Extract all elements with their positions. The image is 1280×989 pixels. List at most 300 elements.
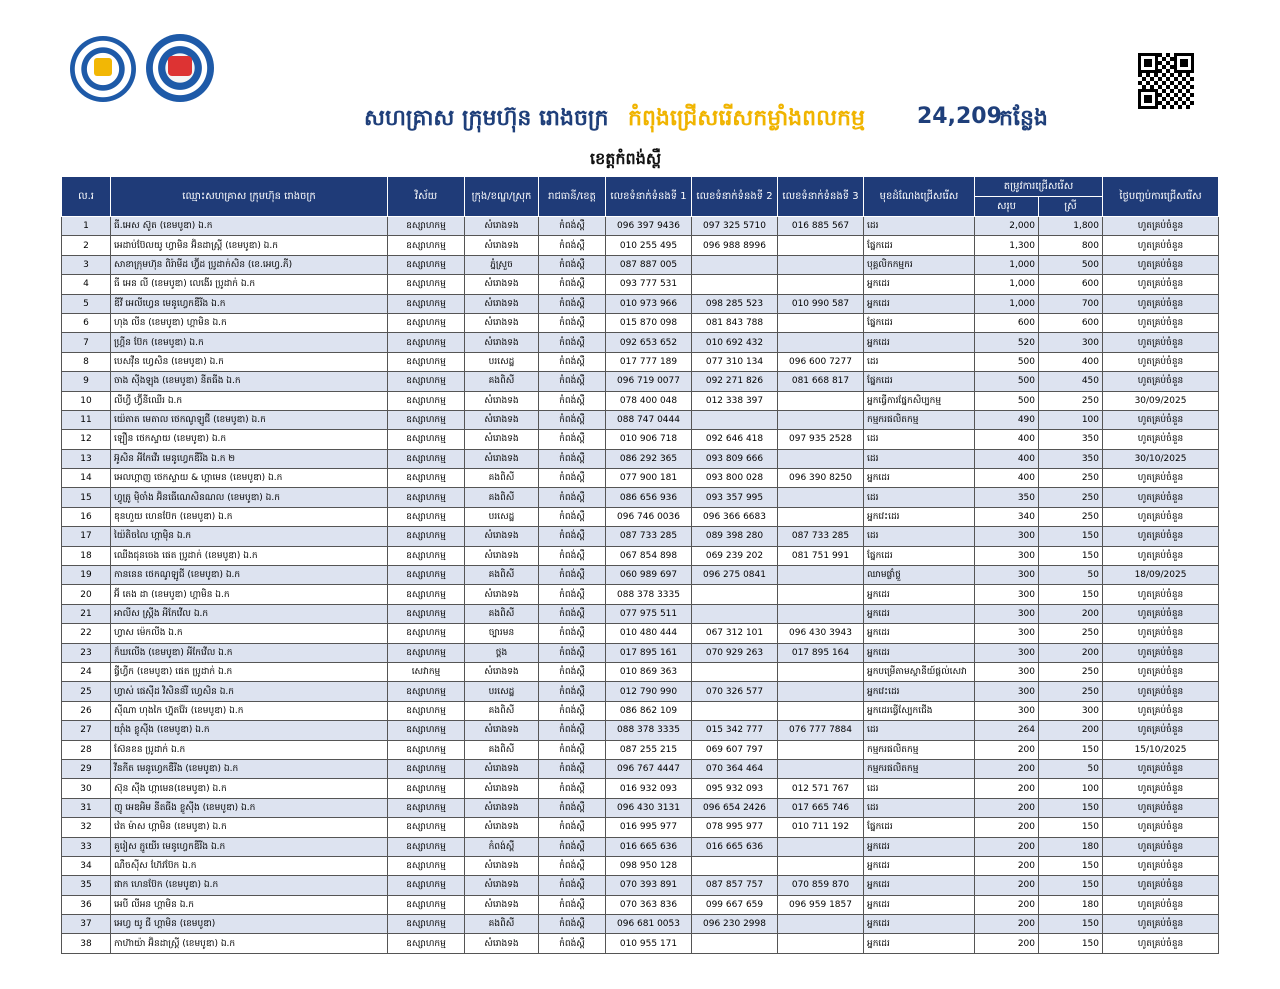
cell-phone2: 099 667 659 xyxy=(692,895,778,914)
cell-total: 520 xyxy=(975,333,1039,352)
cell-district: គងពិសី xyxy=(465,566,539,585)
cell-phone1: 088 747 0444 xyxy=(606,410,692,429)
cell-no: 14 xyxy=(62,469,111,488)
cell-female: 600 xyxy=(1039,313,1103,332)
cell-position: ដេរ xyxy=(864,779,975,798)
cell-district: សំរោងទង xyxy=(465,759,539,778)
table-row xyxy=(62,624,1219,643)
cell-phone3: 096 959 1857 xyxy=(778,895,864,914)
cell-sector: ឧស្សាហកម្ម xyxy=(388,236,465,255)
cell-deadline: ហូតគ្រប់ចំនួន xyxy=(1103,294,1219,313)
cell-no: 1 xyxy=(62,217,111,236)
cell-deadline: ហូតគ្រប់ចំនួន xyxy=(1103,818,1219,837)
cell-province: កំពង់ស្ពឺ xyxy=(539,604,606,623)
cell-district: សំរោងទង xyxy=(465,333,539,352)
cell-phone3 xyxy=(778,275,864,294)
cell-province: កំពង់ស្ពឺ xyxy=(539,372,606,391)
cell-sector: ឧស្សាហកម្ម xyxy=(388,527,465,546)
cell-no: 5 xyxy=(62,294,111,313)
cell-sector: ឧស្សាហកម្ម xyxy=(388,275,465,294)
cell-phone3: 081 668 817 xyxy=(778,372,864,391)
cell-no: 16 xyxy=(62,507,111,526)
cell-name: កាហ៊ាយ៉ា អ៊ិនដាស្ត្រី (ខេមបូឌា) ឯ.ក xyxy=(111,934,388,953)
cell-district: សំរោងទង xyxy=(465,449,539,468)
cell-province: កំពង់ស្ពឺ xyxy=(539,546,606,565)
cell-deadline: ហូតគ្រប់ចំនួន xyxy=(1103,721,1219,740)
cell-sector: ឧស្សាហកម្ម xyxy=(388,837,465,856)
cell-deadline: ហូតគ្រប់ចំនួន xyxy=(1103,837,1219,856)
cell-name: ស៊ុន ស៊ីង ហ្គាមេន(ខេមបូឌា) ឯ.ក xyxy=(111,779,388,798)
table-row xyxy=(62,469,1219,488)
cell-deadline: ហូតគ្រប់ចំនួន xyxy=(1103,643,1219,662)
cell-female: 600 xyxy=(1039,275,1103,294)
cell-name: ឌីវី អេលីហ្វេន មេនូហ្វេកឌឺរីង ឯ.ក xyxy=(111,294,388,313)
cell-deadline: ហូតគ្រប់ចំនួន xyxy=(1103,682,1219,701)
cell-name: ស៊ីណា ហុងកៃ ហ្វ៊ុតវ៉ែរ (ខេមបូឌា) ឯ.ក xyxy=(111,701,388,720)
cell-district: ថ្ពង xyxy=(465,643,539,662)
cell-phone1: 087 887 005 xyxy=(606,255,692,274)
cell-phone1: 060 989 697 xyxy=(606,566,692,585)
cell-deadline: ហូតគ្រប់ចំនួន xyxy=(1103,701,1219,720)
cell-district: ភ្នំស្រួច xyxy=(465,255,539,274)
cell-total: 300 xyxy=(975,701,1039,720)
cell-phone2: 069 607 797 xyxy=(692,740,778,759)
cell-phone2 xyxy=(692,934,778,953)
cell-total: 264 xyxy=(975,721,1039,740)
cell-total: 500 xyxy=(975,372,1039,391)
table-row xyxy=(62,798,1219,817)
table-row xyxy=(62,372,1219,391)
cell-phone3 xyxy=(778,585,864,604)
table-row xyxy=(62,895,1219,914)
cell-phone1: 086 862 109 xyxy=(606,701,692,720)
cell-province: កំពង់ស្ពឺ xyxy=(539,740,606,759)
cell-province: កំពង់ស្ពឺ xyxy=(539,352,606,371)
cell-phone2: 093 357 995 xyxy=(692,488,778,507)
cell-position: អ្នកដេរ xyxy=(864,585,975,604)
col-name: ឈ្មោះសហគ្រាស ក្រុមហ៊ុន រោងចក្រ xyxy=(111,177,388,217)
cell-sector: ឧស្សាហកម្ម xyxy=(388,391,465,410)
col-female: ស្រី xyxy=(1039,197,1103,217)
cell-phone2: 067 312 101 xyxy=(692,624,778,643)
cell-phone1: 096 430 3131 xyxy=(606,798,692,817)
cell-name: គួរៀស ភ្ជូយើរ មេនូហ្វេកឌឺរីង ឯ.ក xyxy=(111,837,388,856)
cell-female: 1,800 xyxy=(1039,217,1103,236)
cell-province: កំពង់ស្ពឺ xyxy=(539,818,606,837)
cell-sector: ឧស្សាហកម្ម xyxy=(388,643,465,662)
cell-deadline: ហូតគ្រប់ចំនួន xyxy=(1103,333,1219,352)
cell-district: សំរោងទង xyxy=(465,410,539,429)
cell-no: 6 xyxy=(62,313,111,332)
cell-female: 250 xyxy=(1039,624,1103,643)
cell-province: កំពង់ស្ពឺ xyxy=(539,721,606,740)
cell-province: កំពង់ស្ពឺ xyxy=(539,217,606,236)
cell-sector: ឧស្សាហកម្ម xyxy=(388,333,465,352)
cell-no: 19 xyxy=(62,566,111,585)
cell-position: អ្នកដេរ xyxy=(864,643,975,662)
table-row xyxy=(62,876,1219,895)
cell-phone3: 096 430 3943 xyxy=(778,624,864,643)
cell-female: 200 xyxy=(1039,604,1103,623)
cell-phone3 xyxy=(778,604,864,623)
cell-female: 200 xyxy=(1039,721,1103,740)
cell-no: 32 xyxy=(62,818,111,837)
cell-no: 23 xyxy=(62,643,111,662)
cell-female: 180 xyxy=(1039,837,1103,856)
cell-female: 150 xyxy=(1039,546,1103,565)
cell-phone2: 070 364 464 xyxy=(692,759,778,778)
cell-phone1: 012 790 990 xyxy=(606,682,692,701)
cell-position: អ្នកដេរ xyxy=(864,837,975,856)
cell-female: 150 xyxy=(1039,740,1103,759)
cell-phone3 xyxy=(778,759,864,778)
cell-female: 250 xyxy=(1039,391,1103,410)
cell-female: 400 xyxy=(1039,352,1103,371)
cell-female: 150 xyxy=(1039,585,1103,604)
cell-phone2 xyxy=(692,255,778,274)
cell-name: ឈើងជុនចេង ផេត ប្រូដាក់ (ខេមបូឌា) ឯ.ក xyxy=(111,546,388,565)
cell-phone2 xyxy=(692,662,778,681)
cell-phone3 xyxy=(778,682,864,701)
table-row xyxy=(62,255,1219,274)
cell-deadline: ហូតគ្រប់ចំនួន xyxy=(1103,662,1219,681)
cell-district: សំរោងទង xyxy=(465,275,539,294)
cell-sector: ឧស្សាហកម្ម xyxy=(388,372,465,391)
cell-sector: ឧស្សាហកម្ម xyxy=(388,488,465,507)
cell-name: អេបី លីអន ហ្គាមិន ឯ.ក xyxy=(111,895,388,914)
cell-total: 200 xyxy=(975,856,1039,875)
cell-no: 27 xyxy=(62,721,111,740)
cell-deadline: ហូតគ្រប់ចំនួន xyxy=(1103,255,1219,274)
cell-position: ឈាមផ្លាំថ្លួ xyxy=(864,566,975,585)
cell-position: ដេរ xyxy=(864,488,975,507)
cell-phone3 xyxy=(778,236,864,255)
title-count: 24,209 xyxy=(917,104,1002,129)
cell-total: 1,300 xyxy=(975,236,1039,255)
cell-deadline: ហូតគ្រប់ចំនួន xyxy=(1103,856,1219,875)
cell-deadline: ហូតគ្រប់ចំនួន xyxy=(1103,895,1219,914)
cell-phone3 xyxy=(778,856,864,875)
table-row xyxy=(62,701,1219,720)
cell-total: 300 xyxy=(975,682,1039,701)
cell-no: 22 xyxy=(62,624,111,643)
cell-phone2: 016 665 636 xyxy=(692,837,778,856)
cell-district: គងពិសី xyxy=(465,740,539,759)
cell-deadline: ហូតគ្រប់ចំនួន xyxy=(1103,410,1219,429)
table-row xyxy=(62,546,1219,565)
cell-deadline: ហូតគ្រប់ចំនួន xyxy=(1103,779,1219,798)
cell-deadline: ហូតគ្រប់ចំនួន xyxy=(1103,469,1219,488)
cell-position: ផ្នែកដេរ xyxy=(864,313,975,332)
cell-deadline: ហូតគ្រប់ចំនួន xyxy=(1103,798,1219,817)
cell-female: 700 xyxy=(1039,294,1103,313)
cell-district: គងពិសី xyxy=(465,488,539,507)
qr-code[interactable] xyxy=(1138,53,1194,109)
cell-total: 300 xyxy=(975,566,1039,585)
cell-name: បេសវ៉ីន ហ្វេសិន (ខេមបូឌា) ឯ.ក xyxy=(111,352,388,371)
cell-total: 2,000 xyxy=(975,217,1039,236)
cell-phone2: 096 275 0841 xyxy=(692,566,778,585)
cell-total: 500 xyxy=(975,352,1039,371)
cell-sector: ឧស្សាហកម្ម xyxy=(388,856,465,875)
cell-female: 450 xyxy=(1039,372,1103,391)
table-body xyxy=(62,217,1219,954)
cell-phone1: 010 906 718 xyxy=(606,430,692,449)
title-recruiting: កំពុងជ្រើសរើសកម្លាំងពលកម្ម xyxy=(628,106,865,131)
cell-position: ដេរ xyxy=(864,721,975,740)
table-row xyxy=(62,662,1219,681)
cell-phone1: 070 363 836 xyxy=(606,895,692,914)
cell-female: 150 xyxy=(1039,876,1103,895)
cell-no: 8 xyxy=(62,352,111,371)
cell-no: 34 xyxy=(62,856,111,875)
cell-province: កំពង់ស្ពឺ xyxy=(539,779,606,798)
cell-sector: ឧស្សាហកម្ម xyxy=(388,507,465,526)
cell-female: 250 xyxy=(1039,662,1103,681)
cell-phone3: 076 777 7884 xyxy=(778,721,864,740)
cell-total: 300 xyxy=(975,585,1039,604)
cell-position: អ្នកដេរ xyxy=(864,294,975,313)
cell-total: 200 xyxy=(975,934,1039,953)
cell-phone1: 017 777 189 xyxy=(606,352,692,371)
cell-district: សំរោងទង xyxy=(465,721,539,740)
cell-position: ដេរ xyxy=(864,217,975,236)
cell-total: 200 xyxy=(975,798,1039,817)
table-row xyxy=(62,217,1219,236)
cell-total: 300 xyxy=(975,643,1039,662)
cell-deadline: ហូតគ្រប់ចំនួន xyxy=(1103,915,1219,934)
cell-district: សំរោងទង xyxy=(465,798,539,817)
cell-phone3: 096 390 8250 xyxy=(778,469,864,488)
cell-female: 50 xyxy=(1039,566,1103,585)
cell-sector: ឧស្សាហកម្ម xyxy=(388,701,465,720)
cell-phone1: 096 767 4447 xyxy=(606,759,692,778)
cell-position: អ្នកដេរ xyxy=(864,333,975,352)
cell-phone3: 012 571 767 xyxy=(778,779,864,798)
cell-phone3 xyxy=(778,255,864,274)
cell-name: ឌុនហួយ ហេនប៊ែក (ខេមបូឌា) ឯ.ក xyxy=(111,507,388,526)
cell-province: កំពង់ស្ពឺ xyxy=(539,391,606,410)
cell-sector: ឧស្សាហកម្ម xyxy=(388,624,465,643)
cell-province: កំពង់ស្ពឺ xyxy=(539,294,606,313)
cell-total: 200 xyxy=(975,740,1039,759)
cell-no: 31 xyxy=(62,798,111,817)
cell-district: សំរោងទង xyxy=(465,217,539,236)
table-row xyxy=(62,352,1219,371)
col-phone1: លេខទំនាក់ទំនងទី 1 xyxy=(606,177,692,217)
cell-phone3: 087 733 285 xyxy=(778,527,864,546)
cell-district: សំរោងទង xyxy=(465,236,539,255)
cell-female: 150 xyxy=(1039,915,1103,934)
cell-phone1: 087 733 285 xyxy=(606,527,692,546)
cell-phone1: 078 400 048 xyxy=(606,391,692,410)
cell-phone3 xyxy=(778,662,864,681)
cell-district: សំរោងទង xyxy=(465,546,539,565)
table-row xyxy=(62,430,1219,449)
cell-district: សំរោងទង xyxy=(465,779,539,798)
cell-position: ផ្នែកដេរ xyxy=(864,546,975,565)
cell-phone1: 096 746 0036 xyxy=(606,507,692,526)
cell-phone3 xyxy=(778,915,864,934)
cell-province: កំពង់ស្ពឺ xyxy=(539,527,606,546)
col-province: រាជធានី/ខេត្ត xyxy=(539,177,606,217)
cell-phone1: 070 393 891 xyxy=(606,876,692,895)
cell-name: ហ្វាស ម៉េកលីង ឯ.ក xyxy=(111,624,388,643)
cell-phone2: 092 646 418 xyxy=(692,430,778,449)
cell-position: អ្នកធ្វើការផ្នែកសិប្បកម្ម xyxy=(864,391,975,410)
cell-phone1: 067 854 898 xyxy=(606,546,692,565)
cell-position: ដេរ xyxy=(864,352,975,371)
cell-district: សំរោងទង xyxy=(465,391,539,410)
cell-province: កំពង់ស្ពឺ xyxy=(539,837,606,856)
cell-province: កំពង់ស្ពឺ xyxy=(539,507,606,526)
cell-deadline: ហូតគ្រប់ចំនួន xyxy=(1103,275,1219,294)
cell-total: 1,000 xyxy=(975,275,1039,294)
cell-phone2: 089 398 280 xyxy=(692,527,778,546)
cell-no: 21 xyxy=(62,604,111,623)
cell-sector: ឧស្សាហកម្ម xyxy=(388,915,465,934)
cell-female: 350 xyxy=(1039,430,1103,449)
cell-deadline: ហូតគ្រប់ចំនួន xyxy=(1103,876,1219,895)
cell-total: 200 xyxy=(975,759,1039,778)
cell-district: បរសេដ្ឋ xyxy=(465,352,539,371)
cell-phone2 xyxy=(692,856,778,875)
cell-phone1: 016 995 977 xyxy=(606,818,692,837)
cell-deadline: ហូតគ្រប់ចំនួន xyxy=(1103,585,1219,604)
table-row xyxy=(62,585,1219,604)
cell-phone3 xyxy=(778,488,864,507)
cell-name: ចាង ស៊ីងឡុង (ខេមបូឌា) នីតធីង ឯ.ក xyxy=(111,372,388,391)
cell-province: កំពង់ស្ពឺ xyxy=(539,643,606,662)
cell-province: កំពង់ស្ពឺ xyxy=(539,566,606,585)
cell-province: កំពង់ស្ពឺ xyxy=(539,798,606,817)
cell-name: យ៉ាំង ខ្លូស៊ីង (ខេមបូឌា) ឯ.ក xyxy=(111,721,388,740)
province-subtitle: ខេត្តកំពង់ស្ពឺ xyxy=(590,149,662,168)
cell-female: 150 xyxy=(1039,856,1103,875)
cell-phone2: 012 338 397 xyxy=(692,391,778,410)
cell-district: គងពិសី xyxy=(465,469,539,488)
cell-total: 1,000 xyxy=(975,255,1039,274)
cell-phone1: 087 255 215 xyxy=(606,740,692,759)
cell-name: អ៊ូសិន អីកែវើរ មេនូហ្វេកឌឺរីង ឯ.ក ២ xyxy=(111,449,388,468)
cell-no: 4 xyxy=(62,275,111,294)
table-row xyxy=(62,740,1219,759)
cell-sector: ឧស្សាហកម្ម xyxy=(388,449,465,468)
cell-name: ផ្វីហ្វីក (ខេមបូឌា) ផេត ប្រូដាក់ ឯ.ក xyxy=(111,662,388,681)
table-row xyxy=(62,837,1219,856)
cell-sector: ឧស្សាហកម្ម xyxy=(388,566,465,585)
cell-phone2: 070 326 577 xyxy=(692,682,778,701)
cell-phone2 xyxy=(692,701,778,720)
cell-phone2: 015 342 777 xyxy=(692,721,778,740)
col-district: ក្រុង/ខណ្ឌ/ស្រុក xyxy=(465,177,539,217)
cell-no: 35 xyxy=(62,876,111,895)
cell-total: 400 xyxy=(975,449,1039,468)
cell-female: 350 xyxy=(1039,449,1103,468)
cell-deadline: 18/09/2025 xyxy=(1103,566,1219,585)
table-row xyxy=(62,275,1219,294)
table-row xyxy=(62,449,1219,468)
cell-female: 300 xyxy=(1039,701,1103,720)
col-phone3: លេខទំនាក់ទំនងទី 3 xyxy=(778,177,864,217)
table-row xyxy=(62,333,1219,352)
cell-no: 9 xyxy=(62,372,111,391)
cell-phone3: 017 895 164 xyxy=(778,643,864,662)
cell-deadline: ហូតគ្រប់ចំនួន xyxy=(1103,236,1219,255)
cell-name: ឡឿន ថេកស្ទាយ (ខេមបូឌា) ឯ.ក xyxy=(111,430,388,449)
cell-sector: សេវាកម្ម xyxy=(388,662,465,681)
cell-district: គងពិសី xyxy=(465,915,539,934)
cell-sector: ឧស្សាហកម្ម xyxy=(388,546,465,565)
cell-phone2: 097 325 5710 xyxy=(692,217,778,236)
col-phone2: លេខទំនាក់ទំនងទី 2 xyxy=(692,177,778,217)
cell-position: ដេរ xyxy=(864,430,975,449)
cell-position: ផ្នែកដេរ xyxy=(864,372,975,391)
cell-name: លីហ្វី ហ្វ៊ីនីឈើរ ឯ.ក xyxy=(111,391,388,410)
cell-phone3 xyxy=(778,934,864,953)
cell-no: 15 xyxy=(62,488,111,507)
cell-total: 600 xyxy=(975,313,1039,332)
cell-female: 250 xyxy=(1039,469,1103,488)
cell-total: 400 xyxy=(975,430,1039,449)
cell-no: 10 xyxy=(62,391,111,410)
cell-province: កំពង់ស្ពឺ xyxy=(539,895,606,914)
cell-deadline: 30/10/2025 xyxy=(1103,449,1219,468)
table-row xyxy=(62,527,1219,546)
cell-deadline: ហូតគ្រប់ចំនួន xyxy=(1103,934,1219,953)
cell-phone1: 088 378 3335 xyxy=(606,721,692,740)
cell-district: សំរោងទង xyxy=(465,585,539,604)
cell-total: 200 xyxy=(975,818,1039,837)
cell-phone1: 096 681 0053 xyxy=(606,915,692,934)
cell-name: ហ្វាស់ ផេស៊ីដ វិសិនន័រី ហ្វេសិន ឯ.ក xyxy=(111,682,388,701)
cell-name: អាលីស ស្ត្រីង អីកែវើល ឯ.ក xyxy=(111,604,388,623)
cell-no: 30 xyxy=(62,779,111,798)
cell-phone3: 016 885 567 xyxy=(778,217,864,236)
table-row xyxy=(62,604,1219,623)
cell-name: ផាក ហេនប៊ែក (ខេមបូឌា) ឯ.ក xyxy=(111,876,388,895)
cell-total: 1,000 xyxy=(975,294,1039,313)
cell-no: 13 xyxy=(62,449,111,468)
cell-phone1: 096 397 9436 xyxy=(606,217,692,236)
table-row xyxy=(62,566,1219,585)
cell-position: អ្នកវេះដេរ xyxy=(864,682,975,701)
cell-female: 250 xyxy=(1039,507,1103,526)
table-header xyxy=(62,177,1219,217)
cell-position: កម្មករផលិតកម្ម xyxy=(864,410,975,429)
cell-deadline: 15/10/2025 xyxy=(1103,740,1219,759)
table-row xyxy=(62,507,1219,526)
cell-name: អេដាប់ប៊ែលយូ ហ្វាមិន អ៊ិនដាស្ត្រី (ខេមបូឌា) ឯ.ក xyxy=(111,236,388,255)
cell-name: យ៉េតាត មេតាល ថេកណូឡូជី (ខេមបូឌា) ឯ.ក xyxy=(111,410,388,429)
cell-sector: ឧស្សាហកម្ម xyxy=(388,721,465,740)
cell-district: សំរោងទង xyxy=(465,895,539,914)
job-vacancy-table xyxy=(61,176,1219,954)
cell-name: កាននេន ថេកណូឡូជី (ខេមបូឌា) ឯ.ក xyxy=(111,566,388,585)
cell-phone2: 098 285 523 xyxy=(692,294,778,313)
cell-no: 12 xyxy=(62,430,111,449)
cell-female: 800 xyxy=(1039,236,1103,255)
cell-phone2 xyxy=(692,275,778,294)
cell-female: 150 xyxy=(1039,934,1103,953)
cell-phone3 xyxy=(778,391,864,410)
cell-phone2: 095 932 093 xyxy=(692,779,778,798)
cell-district: សំរោងទង xyxy=(465,856,539,875)
cell-deadline: ហូតគ្រប់ចំនួន xyxy=(1103,507,1219,526)
cell-sector: ឧស្សាហកម្ម xyxy=(388,294,465,313)
cell-district: សំរោងទង xyxy=(465,294,539,313)
cell-phone1: 098 950 128 xyxy=(606,856,692,875)
